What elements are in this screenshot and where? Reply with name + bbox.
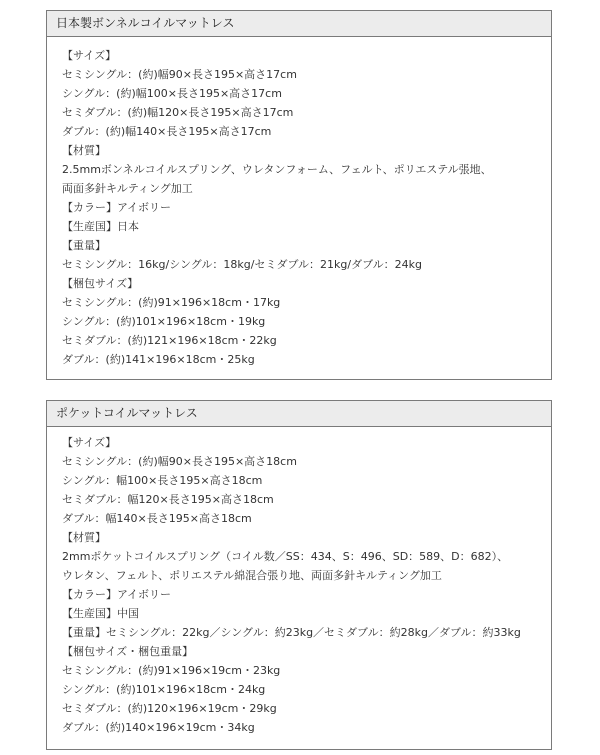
spec-line: セミダブル：(約)121×196×18cm・22kg [62, 334, 277, 347]
spec-box-pocket-coil [46, 400, 552, 750]
spec-line: ダブル：幅140×長さ195×高さ18cm [62, 512, 252, 525]
spec-box-title: ポケットコイルマットレス [47, 401, 551, 427]
spec-line: シングル：幅100×長さ195×高さ18cm [62, 474, 263, 487]
spec-line: 【生産国】日本 [62, 220, 139, 233]
spec-line: 【生産国】中国 [62, 607, 139, 620]
spec-line: 両面多針キルティング加工 [62, 182, 193, 195]
spec-line: 【材質】 [62, 144, 106, 157]
spec-line: 【材質】 [62, 531, 106, 544]
spec-line-list [62, 46, 545, 369]
spec-line: 【カラー】アイボリー [62, 588, 172, 601]
spec-line: 【梱包サイズ・梱包重量】 [62, 645, 194, 658]
spec-line: シングル：(約)101×196×18cm・19kg [62, 315, 266, 328]
spec-line: セミシングル：(約)幅90×長さ195×高さ17cm [62, 68, 297, 81]
spec-line: ダブル：(約)141×196×18cm・25kg [62, 353, 255, 366]
spec-line: セミダブル：(約)幅120×長さ195×高さ17cm [62, 106, 294, 119]
spec-line: ダブル：(約)幅140×長さ195×高さ17cm [62, 125, 272, 138]
spec-line: 【カラー】アイボリー [62, 201, 172, 214]
spec-line: ダブル：(約)140×196×19cm・34kg [62, 721, 255, 734]
spec-line: 【梱包サイズ】 [62, 277, 139, 290]
spec-line-list [62, 433, 545, 737]
spec-line: シングル：(約)幅100×長さ195×高さ17cm [62, 87, 282, 100]
spec-line: 【重量】セミシングル：22kg／シングル：約23kg／セミダブル：約28kg／ダブル：約33kg [62, 626, 521, 639]
spec-line: セミダブル：幅120×長さ195×高さ18cm [62, 493, 274, 506]
spec-line: 2.5mmボンネルコイルスプリング、ウレタンフォーム、フェルト、ポリエステル張地、 [62, 163, 492, 176]
spec-line: セミダブル：(約)120×196×19cm・29kg [62, 702, 277, 715]
spec-box-bonnell-coil [46, 10, 552, 380]
spec-line: シングル：(約)101×196×18cm・24kg [62, 683, 266, 696]
spec-line: 2mmポケットコイルスプリング（コイル数／SS：434、S：496、SD：589、D：682）、 [62, 550, 509, 563]
spec-box-title: 日本製ボンネルコイルマットレス [47, 11, 551, 37]
spec-line: セミシングル：16kg/シングル：18kg/セミダブル：21kg/ダブル：24kg [62, 258, 422, 271]
spec-line: ウレタン、フェルト、ポリエステル綿混合張り地、両面多針キルティング加工 [62, 569, 442, 582]
spec-line: セミシングル：(約)91×196×18cm・17kg [62, 296, 281, 309]
spec-line: セミシングル：(約)91×196×19cm・23kg [62, 664, 281, 677]
spec-line: 【重量】 [62, 239, 106, 252]
spec-line: 【サイズ】 [62, 49, 117, 62]
spec-line: セミシングル：(約)幅90×長さ195×高さ18cm [62, 455, 297, 468]
spec-line: 【サイズ】 [62, 436, 117, 449]
